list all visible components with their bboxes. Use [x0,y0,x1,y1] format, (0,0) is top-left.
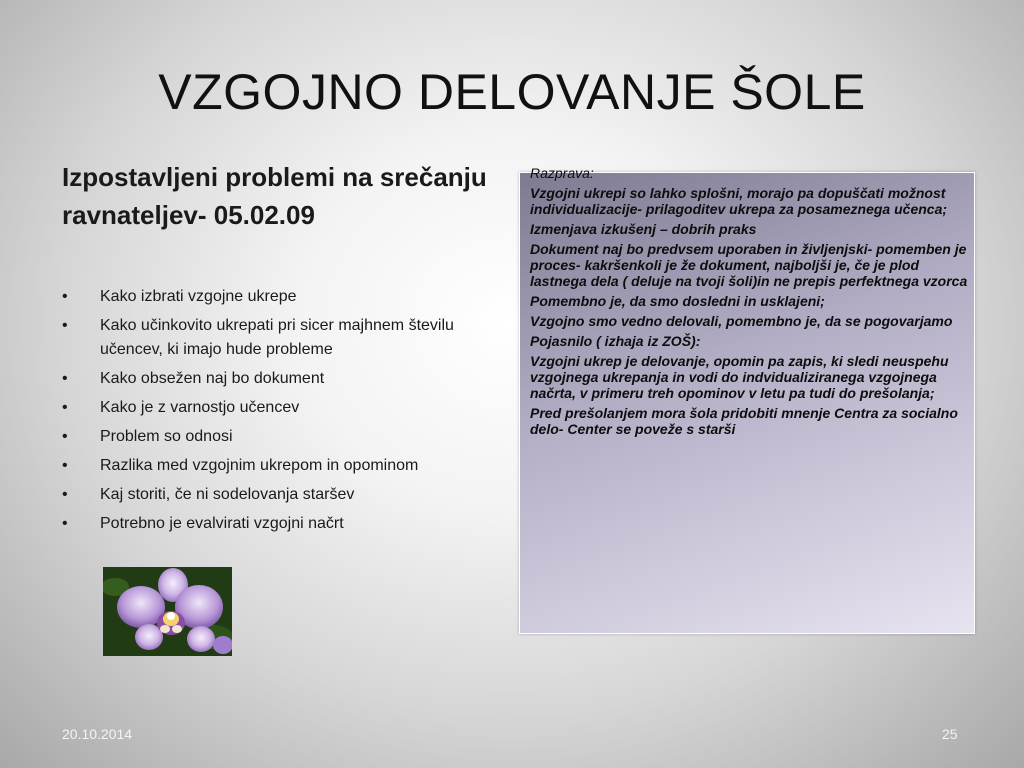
bullet-icon: • [62,515,68,532]
list-item [62,512,502,536]
list-item [62,483,502,507]
bullet-list [62,285,502,541]
panel-paragraph: Pomembno je, da smo dosledni in usklajeni; [530,293,825,309]
bullet-text: Razlika med vzgojnim ukrepom in opominom [100,457,419,474]
panel-paragraph: Vzgojni ukrep je delovanje, opomin pa zapis, ki sledi neuspehu vzgojnega ukrepanja in vodi do indvidualiziranega vzgojnega načrta, v primeru treh opominov v letu pa tudi do prešolanja; [530,353,949,401]
bullet-text: Kako učinkovito ukrepati pri sicer majhnem številu učencev, ki imajo hude probleme [100,317,454,358]
list-item [62,396,502,420]
discussion-panel [530,165,970,441]
slide-title: VZGOJNO DELOVANJE ŠOLE [158,64,866,120]
list-item [62,314,502,362]
panel-heading: Razprava: [530,165,594,181]
list-item [62,367,502,391]
bullet-text: Potrebno je evalvirati vzgojni načrt [100,515,344,532]
list-item [62,285,502,309]
bullet-icon: • [62,317,68,334]
footer-date: 20.10.2014 [62,726,133,742]
bullet-icon: • [62,288,68,305]
panel-paragraph: Izmenjava izkušenj – dobrih praks [530,221,757,237]
bullet-icon: • [62,428,68,445]
bullet-text: Problem so odnosi [100,428,233,445]
bullet-icon: • [62,399,68,416]
panel-paragraph: Vzgojno smo vedno delovali, pomembno je, da se pogovarjamo [530,313,953,329]
list-item [62,454,502,478]
bullet-text: Kaj storiti, če ni sodelovanja staršev [100,486,355,503]
bullet-icon: • [62,486,68,503]
panel-paragraph: Pred prešolanjem mora šola pridobiti mnenje Centra za socialno delo- Center se poveže s starši [530,405,958,437]
bullet-icon: • [62,370,68,387]
bullet-icon: • [62,457,68,474]
orchid-image [103,567,232,656]
panel-paragraph: Dokument naj bo predvsem uporaben in življenjski- pomemben je proces- kakršenkoli je že dokument, najboljši je, če je plod lastnega dela ( deluje na tvoji šoli)in ne prepis perfektnega vzorca [530,241,968,289]
bullet-text: Kako izbrati vzgojne ukrepe [100,288,297,305]
bullet-text: Kako obsežen naj bo dokument [100,370,325,387]
bullet-text: Kako je z varnostjo učencev [100,399,300,416]
panel-paragraph: Pojasnilo ( izhaja iz ZOŠ): [530,333,701,349]
page-number: 25 [942,726,958,742]
panel-paragraph: Vzgojni ukrepi so lahko splošni, morajo pa dopuščati možnost individualizacije- prilagoditev ukrepa za posameznega učenca; [530,185,948,217]
slide-subtitle: Izpostavljeni problemi na srečanju ravnateljev- 05.02.09 [62,162,487,230]
list-item [62,425,502,449]
